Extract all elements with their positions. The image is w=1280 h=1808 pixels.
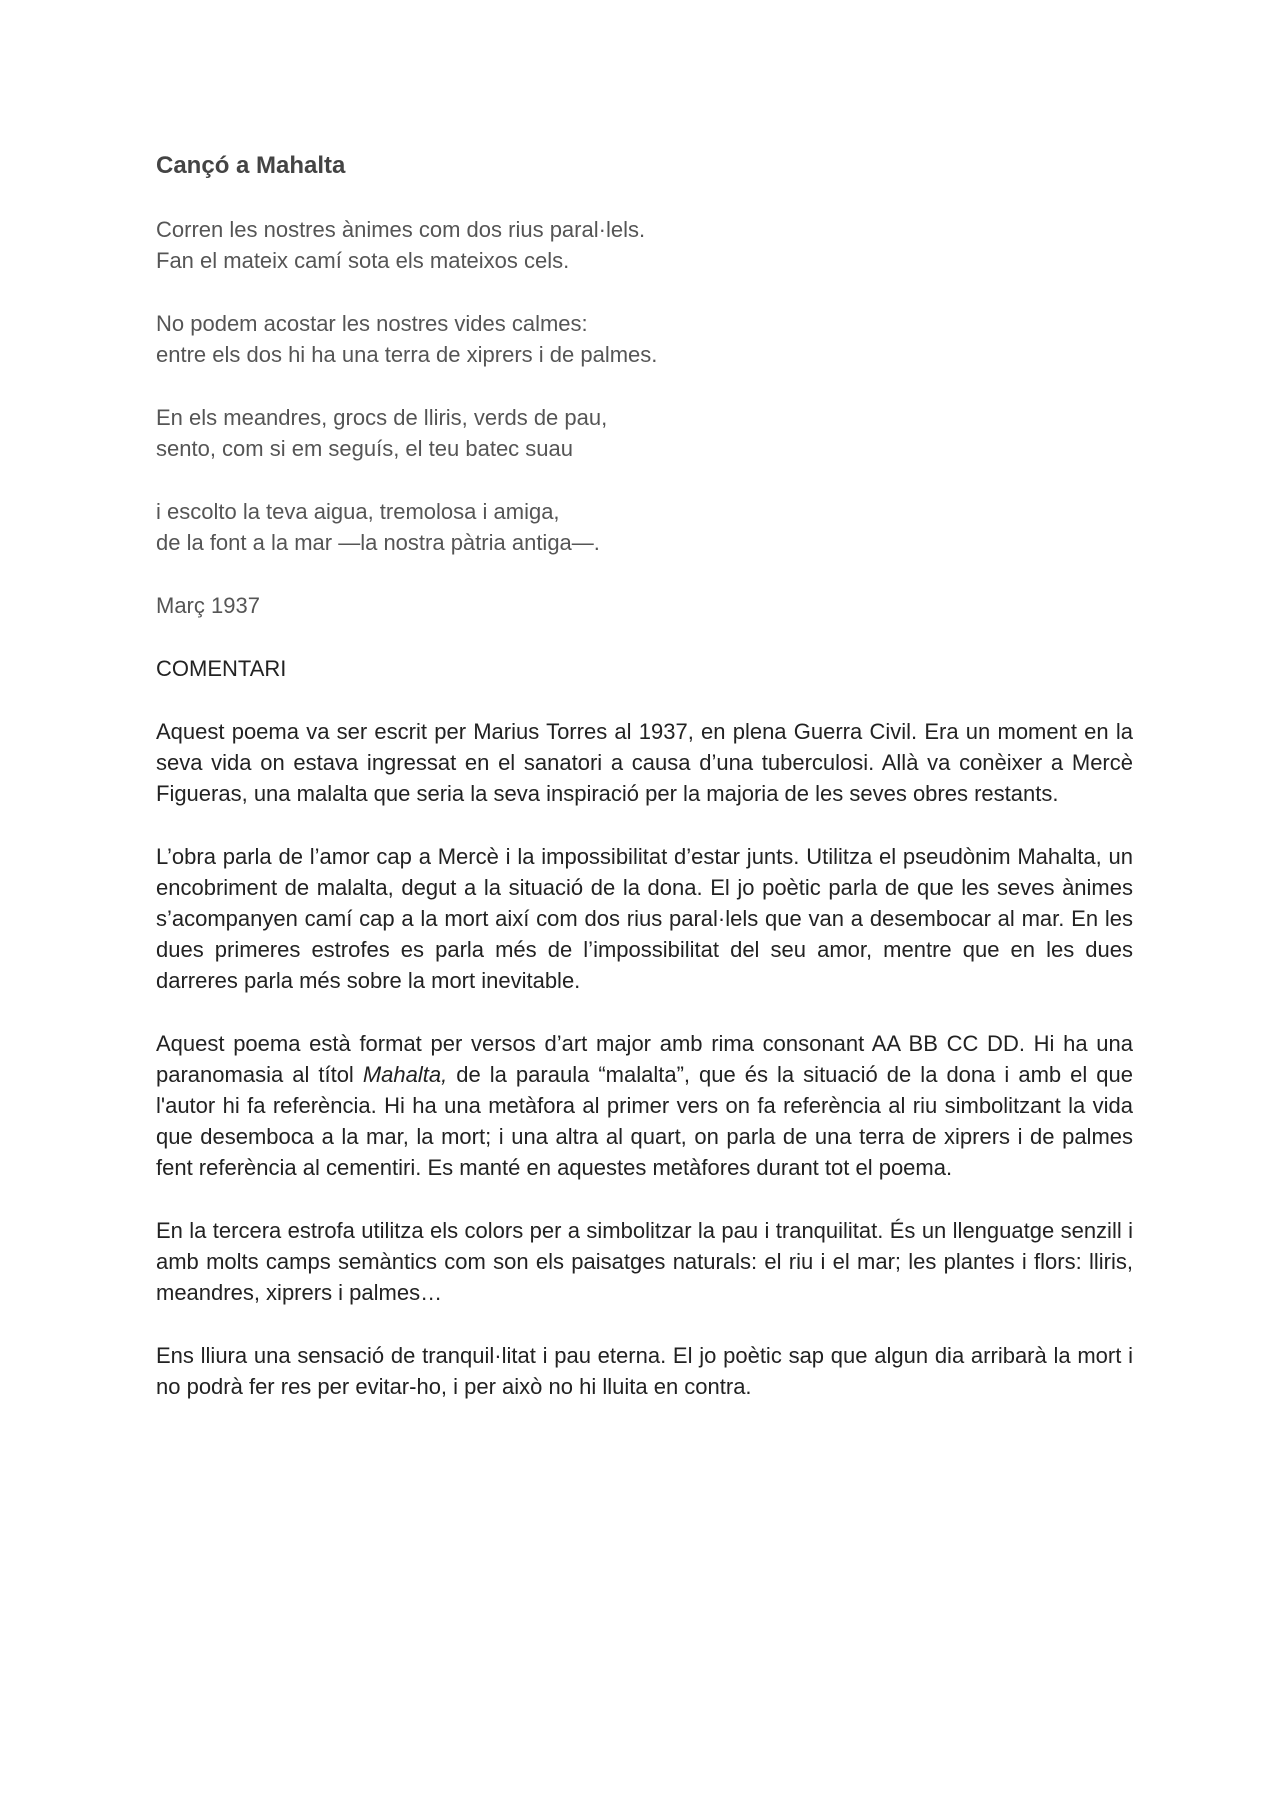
document-page xyxy=(156,150,1133,1434)
comment-heading: COMENTARI xyxy=(156,656,287,681)
poem xyxy=(156,214,1133,621)
comment-paragraph-5: Ens lliura una sensació de tranquil·litat i pau eterna. El jo poètic sap que algun dia arribarà la mort i no podrà fer res per evitar-ho, i per això no hi lluita en contra. xyxy=(156,1343,1133,1399)
verse-line: sento, com si em seguís, el teu batec suau xyxy=(156,436,574,461)
comment-paragraph-3 xyxy=(156,1028,1133,1183)
verse-line: No podem acostar les nostres vides calmes: xyxy=(156,311,588,336)
stanza-4 xyxy=(156,496,1133,558)
comment-paragraph-4: En la tercera estrofa utilitza els colors per a simbolitzar la pau i tranquilitat. És un llenguatge senzill i amb molts camps semàntics com son els paisatges naturals: el riu i el mar; les plantes i flors: lliris, meandres, xiprers i palmes… xyxy=(156,1218,1133,1305)
verse-line: Fan el mateix camí sota els mateixos cels. xyxy=(156,248,570,273)
italic-title-reference: Mahalta, xyxy=(362,1062,448,1087)
verse-line: entre els dos hi ha una terra de xiprers i de palmes. xyxy=(156,342,658,367)
verse-line: En els meandres, grocs de lliris, verds de pau, xyxy=(156,405,608,430)
stanza-2 xyxy=(156,308,1133,370)
paragraph-text: Aquest poema està format per versos d’art major amb rima consonant AA BB CC DD. Hi ha una paranomasia al títol xyxy=(156,1031,1133,1087)
verse-line: de la font a la mar —la nostra pàtria antiga—. xyxy=(156,530,600,555)
poem-title: Cançó a Mahalta xyxy=(156,152,346,179)
paragraph-text: de la paraula “malalta”, que és la situació de la dona i amb el que l'autor hi fa referència. Hi ha una metàfora al primer vers on fa referència al riu simbolitzant la vida que desemboca a la mar, la mort; i una altra al quart, on parla de una terra de xiprers i de palmes fent referència al cementiri. Es manté en aquestes metàfores durant tot el poema. xyxy=(156,1062,1134,1180)
comment-paragraph-1: Aquest poema va ser escrit per Marius Torres al 1937, en plena Guerra Civil. Era un moment en la seva vida on estava ingressat en el sanatori a causa d’una tuberculosi. Allà va conèixer a Mercè Figueras, una malalta que seria la seva inspiració per la majoria de les seves obres restants. xyxy=(156,719,1133,806)
stanza-1 xyxy=(156,214,1133,276)
comment-paragraph-2: L’obra parla de l’amor cap a Mercè i la impossibilitat d’estar junts. Utilitza el pseudònim Mahalta, un encobriment de malalta, degut a la situació de la dona. El jo poètic parla de que les seves ànimes s’acompanyen camí cap a la mort així com dos rius paral·lels que van a desembocar al mar. En les dues primeres estrofes es parla més de l’impossibilitat del seu amor, mentre que en les dues darreres parla més sobre la mort inevitable. xyxy=(156,844,1133,993)
verse-line: i escolto la teva aigua, tremolosa i amiga, xyxy=(156,499,560,524)
stanza-3 xyxy=(156,402,1133,464)
poem-date: Març 1937 xyxy=(156,593,260,618)
verse-line: Corren les nostres ànimes com dos rius paral·lels. xyxy=(156,217,646,242)
